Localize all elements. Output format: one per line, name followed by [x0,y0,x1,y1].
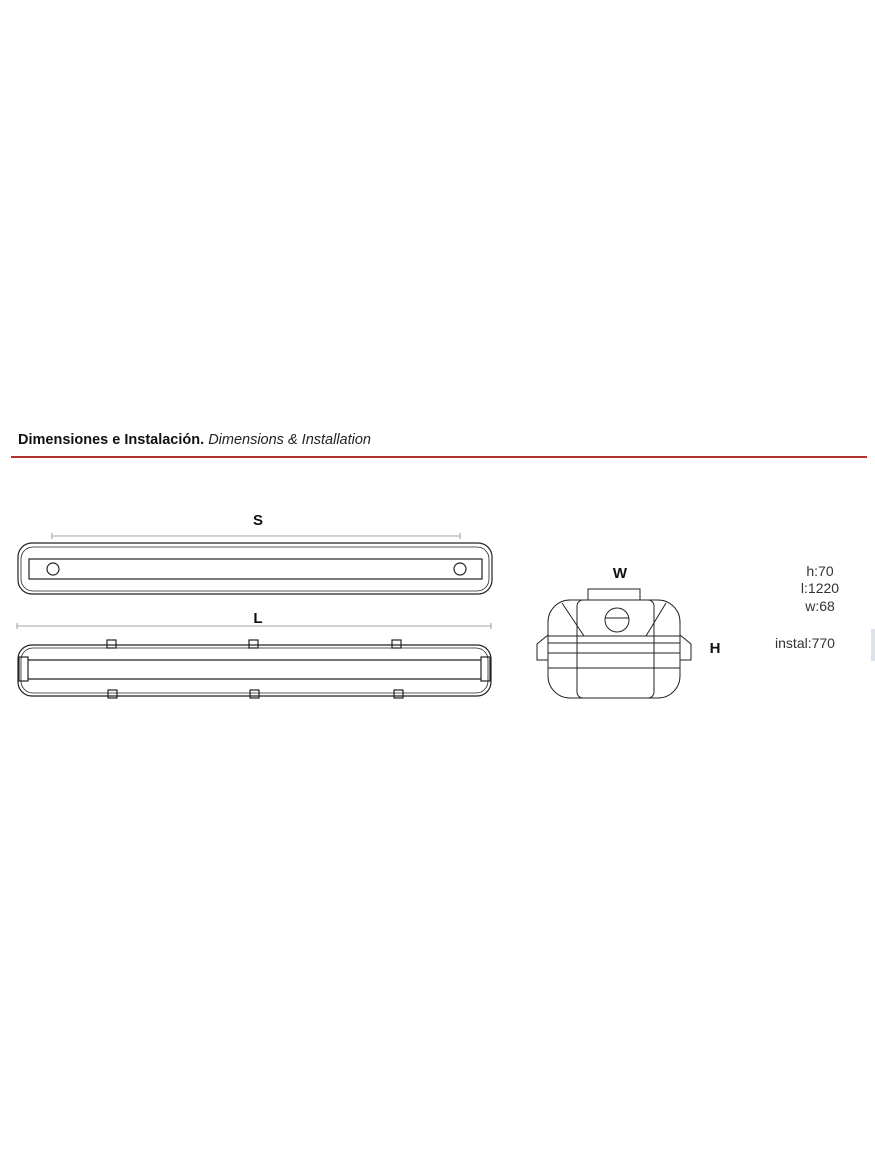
end-view-drawing [537,589,691,698]
side-view-drawing [18,640,491,698]
label-h: H [709,640,721,657]
top-view-drawing [18,543,492,594]
page-edge-tab [871,629,875,661]
spec-length: l:1220 [800,580,840,596]
mounting-hole-icon [47,563,59,575]
spec-width: w:68 [805,598,835,614]
title-en: Dimensions & Installation [208,432,371,448]
mounting-hole-icon [454,563,466,575]
spec-height: h:70 [806,563,834,579]
label-w: W [612,565,628,582]
s-dimension-line [52,533,460,539]
label-s: S [252,512,264,529]
title-es: Dimensiones e Instalación. [18,432,205,448]
label-l: L [253,610,263,627]
spec-install: instal:770 [775,635,835,651]
